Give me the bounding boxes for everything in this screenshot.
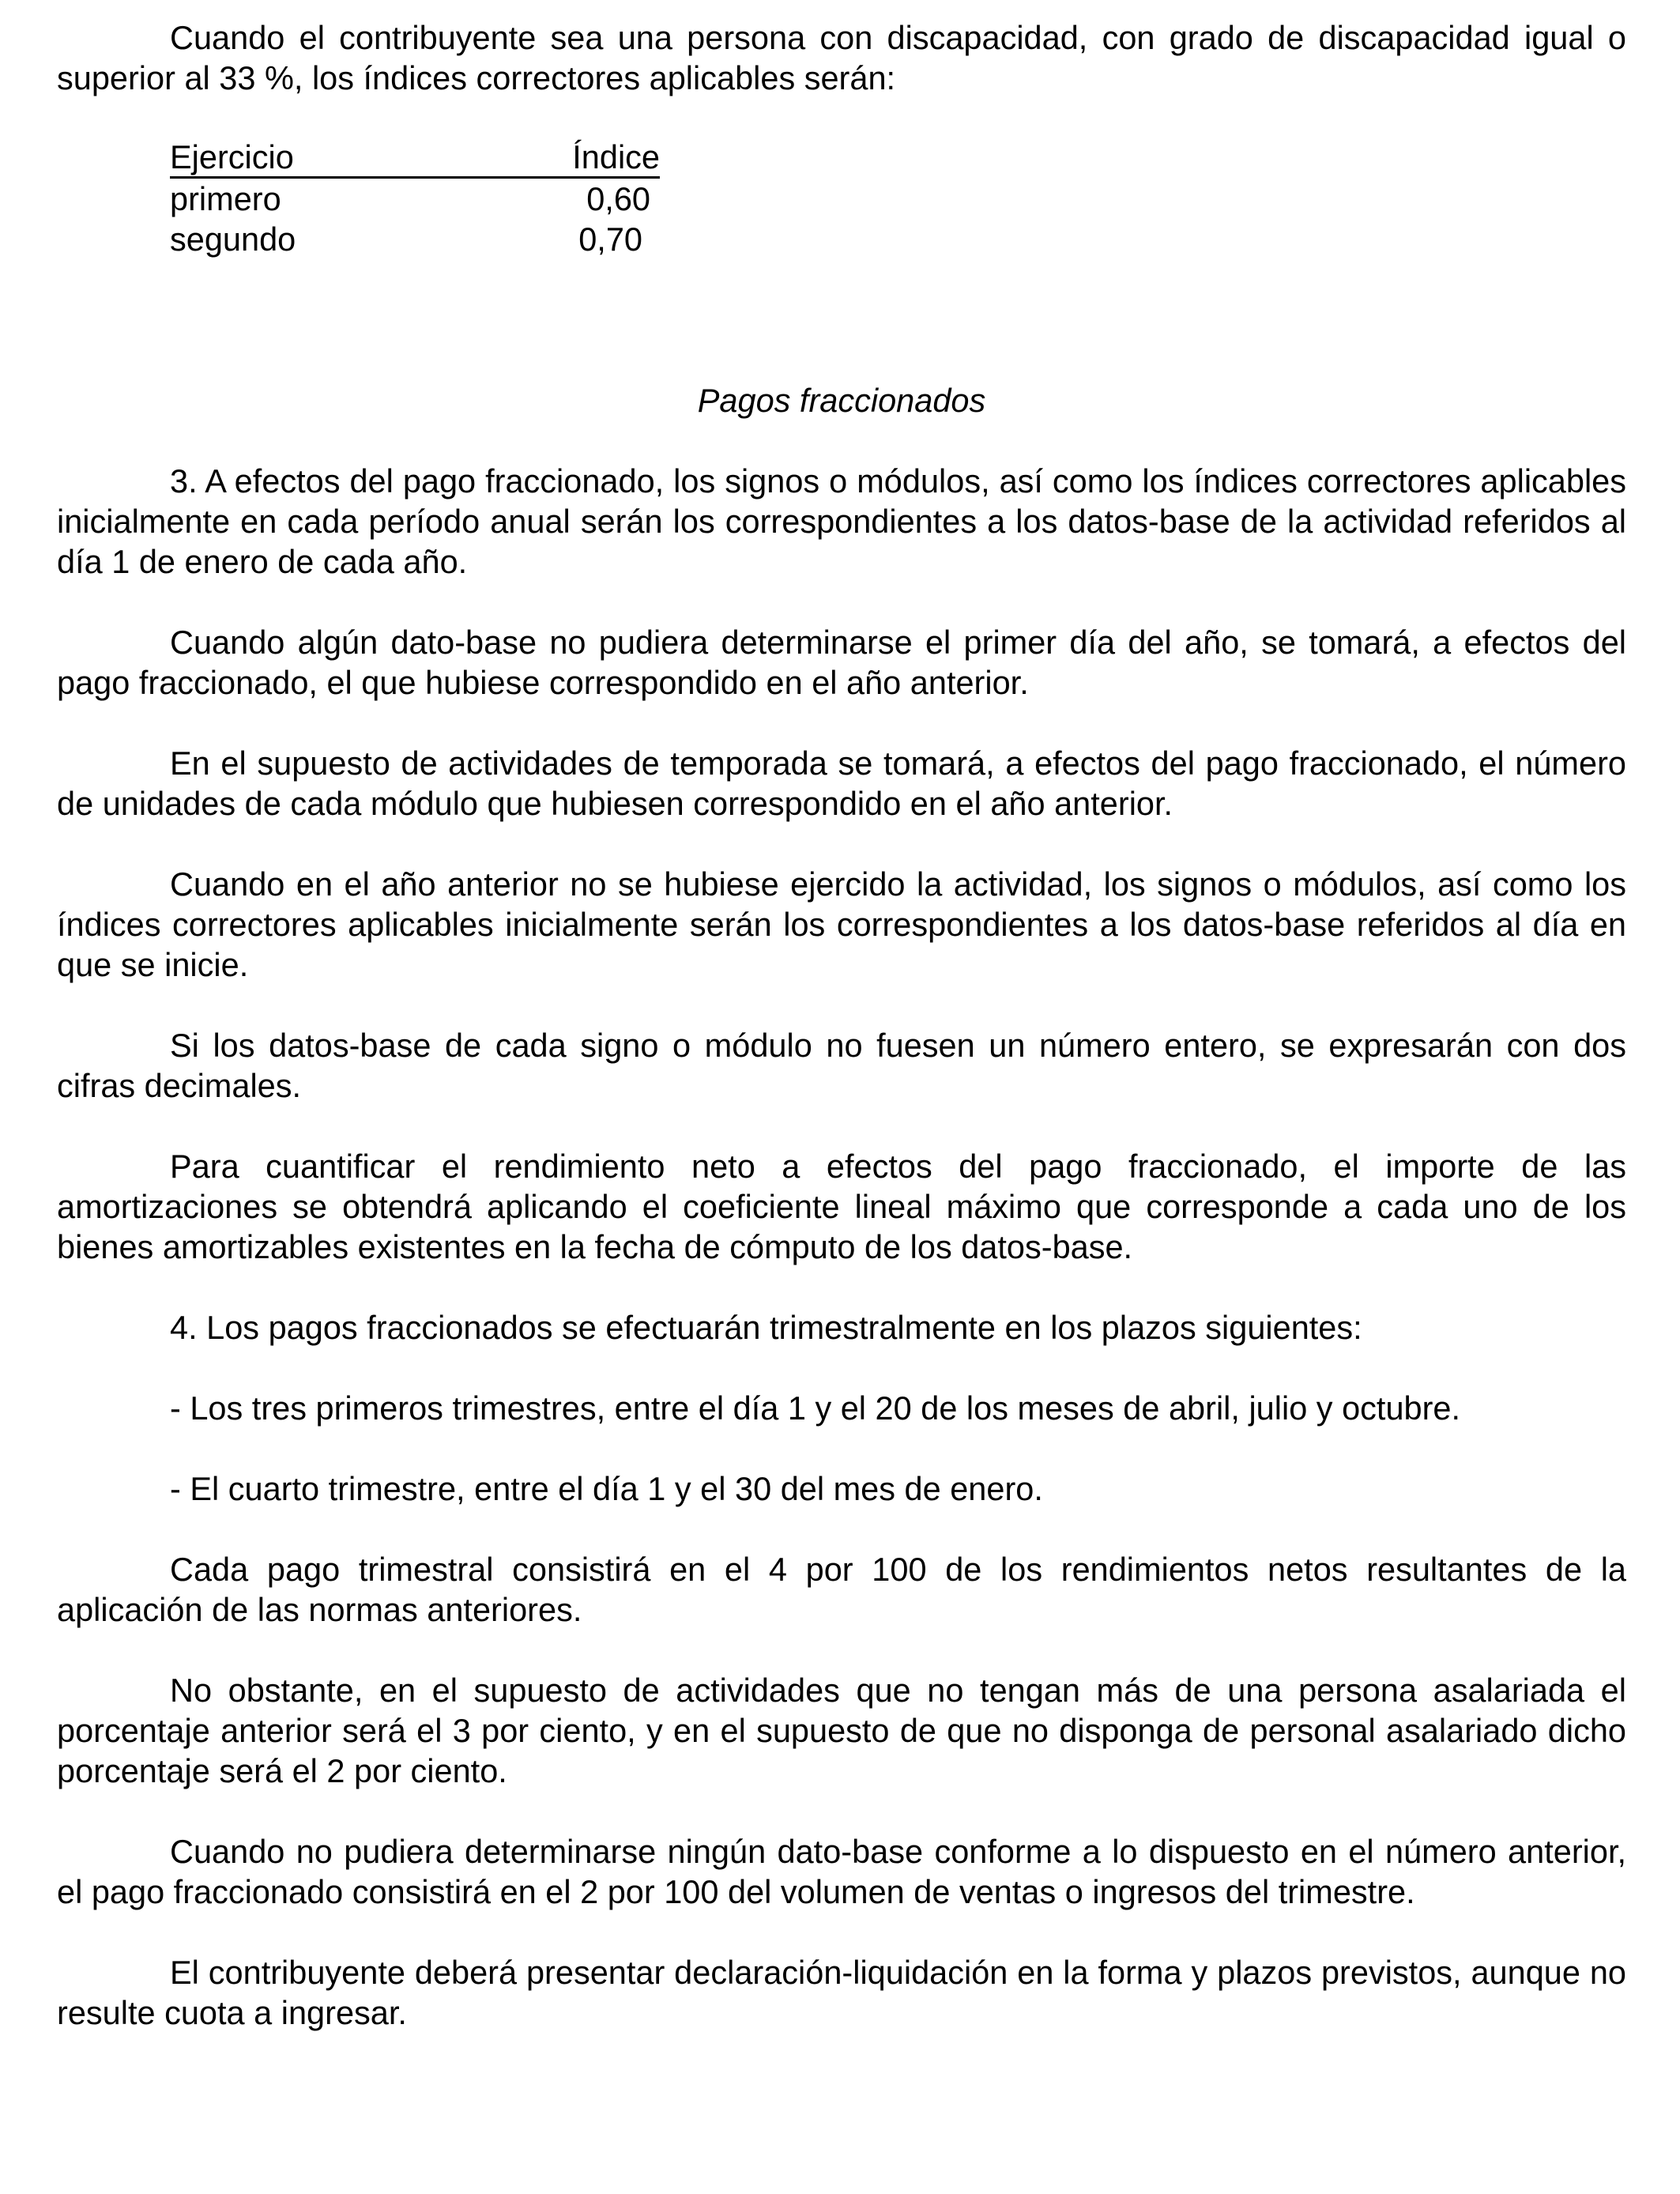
row-indice: 0,60 — [586, 180, 650, 217]
list-item: - El cuarto trimestre, entre el día 1 y el 30 del mes de enero. — [170, 1470, 1043, 1507]
paragraph: No obstante, en el supuesto de actividades que no tengan más de una persona asalariada el porcentaje anterior será el 3 por ciento, y en el supuesto de que no disponga de personal asalariado dicho porcentaje será el 2 por ciento. — [57, 1672, 1626, 1789]
row-ejercicio: segundo — [170, 221, 296, 258]
row-indice: 0,70 — [578, 221, 642, 258]
paragraph: Cuando en el año anterior no se hubiese ejercido la actividad, los signos o módulos, así como los índices correctores aplicables inicialmente serán los correspondientes a los datos-base referidos al día en que se inicie. — [57, 865, 1626, 983]
paragraph: Si los datos-base de cada signo o módulo no fuesen un número entero, se expresarán con dos cifras decimales. — [57, 1027, 1626, 1104]
indices-table — [170, 138, 660, 259]
table-header-row — [170, 138, 660, 179]
paragraph: Cada pago trimestral consistirá en el 4 por 100 de los rendimientos netos resultantes de la aplicación de las normas anteriores. — [57, 1551, 1626, 1628]
paragraph: Cuando no pudiera determinarse ningún dato-base conforme a lo dispuesto en el número anterior, el pago fraccionado consistirá en el 2 por 100 del volumen de ventas o ingresos del trimestre. — [57, 1833, 1626, 1910]
table-row — [170, 219, 660, 259]
paragraph: Para cuantificar el rendimiento neto a efectos del pago fraccionado, el importe de las amortizaciones se obtendrá aplicando el coeficiente lineal máximo que corresponde a cada uno de los bienes amortizables existentes en la fecha de cómputo de los datos-base. — [57, 1148, 1626, 1265]
header-ejercicio: Ejercicio — [170, 138, 294, 175]
intro-paragraph: Cuando el contribuyente sea una persona con discapacidad, con grado de discapacidad igual o superior al 33 %, los índices correctores aplicables serán: — [57, 19, 1626, 96]
header-indice: Índice — [572, 138, 660, 175]
table-row — [170, 179, 660, 219]
paragraph: 3. A efectos del pago fraccionado, los signos o módulos, así como los índices correctores aplicables inicialmente en cada período anual serán los correspondientes a los datos-base de la actividad referidos al día 1 de enero de cada año. — [57, 462, 1626, 580]
paragraph: 4. Los pagos fraccionados se efectuarán trimestralmente en los plazos siguientes: — [170, 1309, 1362, 1346]
list-item: - Los tres primeros trimestres, entre el día 1 y el 20 de los meses de abril, julio y octubre. — [170, 1389, 1461, 1427]
paragraph: En el supuesto de actividades de temporada se tomará, a efectos del pago fraccionado, el número de unidades de cada módulo que hubiesen correspondido en el año anterior. — [57, 745, 1626, 822]
section-title: Pagos fraccionados — [697, 382, 986, 419]
document-page — [57, 17, 1626, 2033]
paragraph: El contribuyente deberá presentar declaración-liquidación en la forma y plazos previstos, aunque no resulte cuota a ingresar. — [57, 1954, 1626, 2031]
row-ejercicio: primero — [170, 180, 281, 217]
paragraph: Cuando algún dato-base no pudiera determinarse el primer día del año, se tomará, a efectos del pago fraccionado, el que hubiese correspondido en el año anterior. — [57, 624, 1626, 701]
